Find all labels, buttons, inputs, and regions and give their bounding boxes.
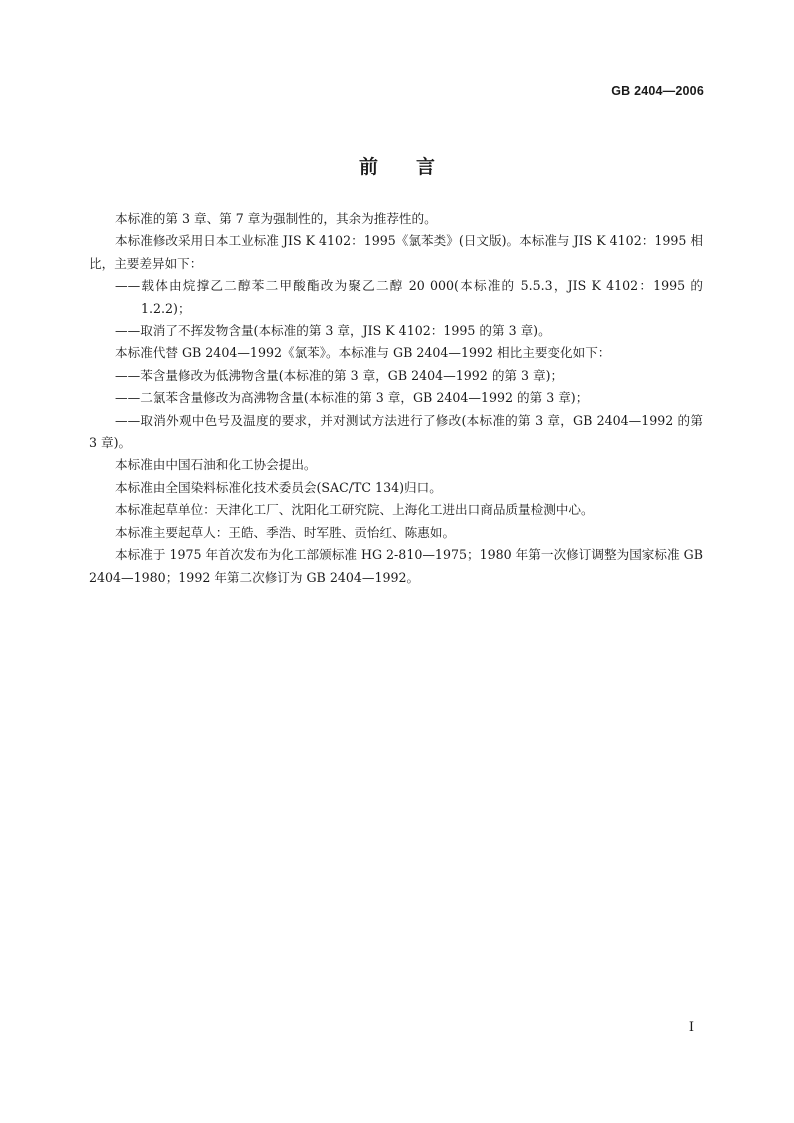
paragraph-drafting-units: 本标准起草单位：天津化工厂、沈阳化工研究院、上海化工进出口商品质量检测中心。 (115, 502, 594, 518)
list-item-nonvolatile-removed: ——取消了不挥发物含量(本标准的第 3 章，JIS K 4102：1995 的第 3 章)。 (115, 323, 551, 339)
paragraph-proposed-by: 本标准由中国石油和化工协会提出。 (115, 457, 317, 473)
list-item-appearance-removed: ——取消外观中色号及温度的要求，并对测试方法进行了修改(本标准的第 3 章，GB 2404—1992 的第 3 章)。 (89, 412, 703, 451)
paragraph-centralized-by: 本标准由全国染料标准化技术委员会(SAC/TC 134)归口。 (115, 479, 442, 495)
paragraph-mandatory-chapters: 本标准的第 3 章、第 7 章为强制性的，其余为推荐性的。 (115, 211, 437, 226)
paragraph-replaces-standard: 本标准代替 GB 2404—1992《氯苯》。本标准与 GB 2404—1992 相比主要变化如下： (115, 345, 611, 361)
list-item-dichlorobenzene-content: ——二氯苯含量修改为高沸物含量(本标准的第 3 章，GB 2404—1992 的第 3 章)； (115, 390, 589, 406)
standard-code-header: GB 2404—2006 (611, 84, 704, 98)
page-number: I (688, 1020, 694, 1035)
paragraph-drafters: 本标准主要起草人：王皓、季浩、时军胜、贡怡红、陈惠如。 (115, 524, 456, 540)
list-item-benzene-content: ——苯含量修改为低沸物含量(本标准的第 3 章，GB 2404—1992 的第 3 章)； (115, 367, 564, 383)
page-title: 前言 (358, 156, 473, 178)
foreword-body (89, 208, 703, 589)
list-item-carrier-change: ——载体由烷撑乙二醇苯二甲酸酯改为聚乙二醇 20 000(本标准的 5.5.3，JIS K 4102：1995 的 1.2.2)； (115, 278, 703, 316)
paragraph-jis-adoption: 本标准修改采用日本工业标准 JIS K 4102：1995《氯苯类》(日文版)。本标准与 JIS K 4102：1995 相比，主要差异如下： (89, 233, 703, 271)
paragraph-history: 本标准于 1975 年首次发布为化工部颁标准 HG 2-810—1975；1980 年第一次修订调整为国家标准 GB 2404—1980；1992 年第二次修订为 GB 2404—1992。 (89, 547, 703, 585)
